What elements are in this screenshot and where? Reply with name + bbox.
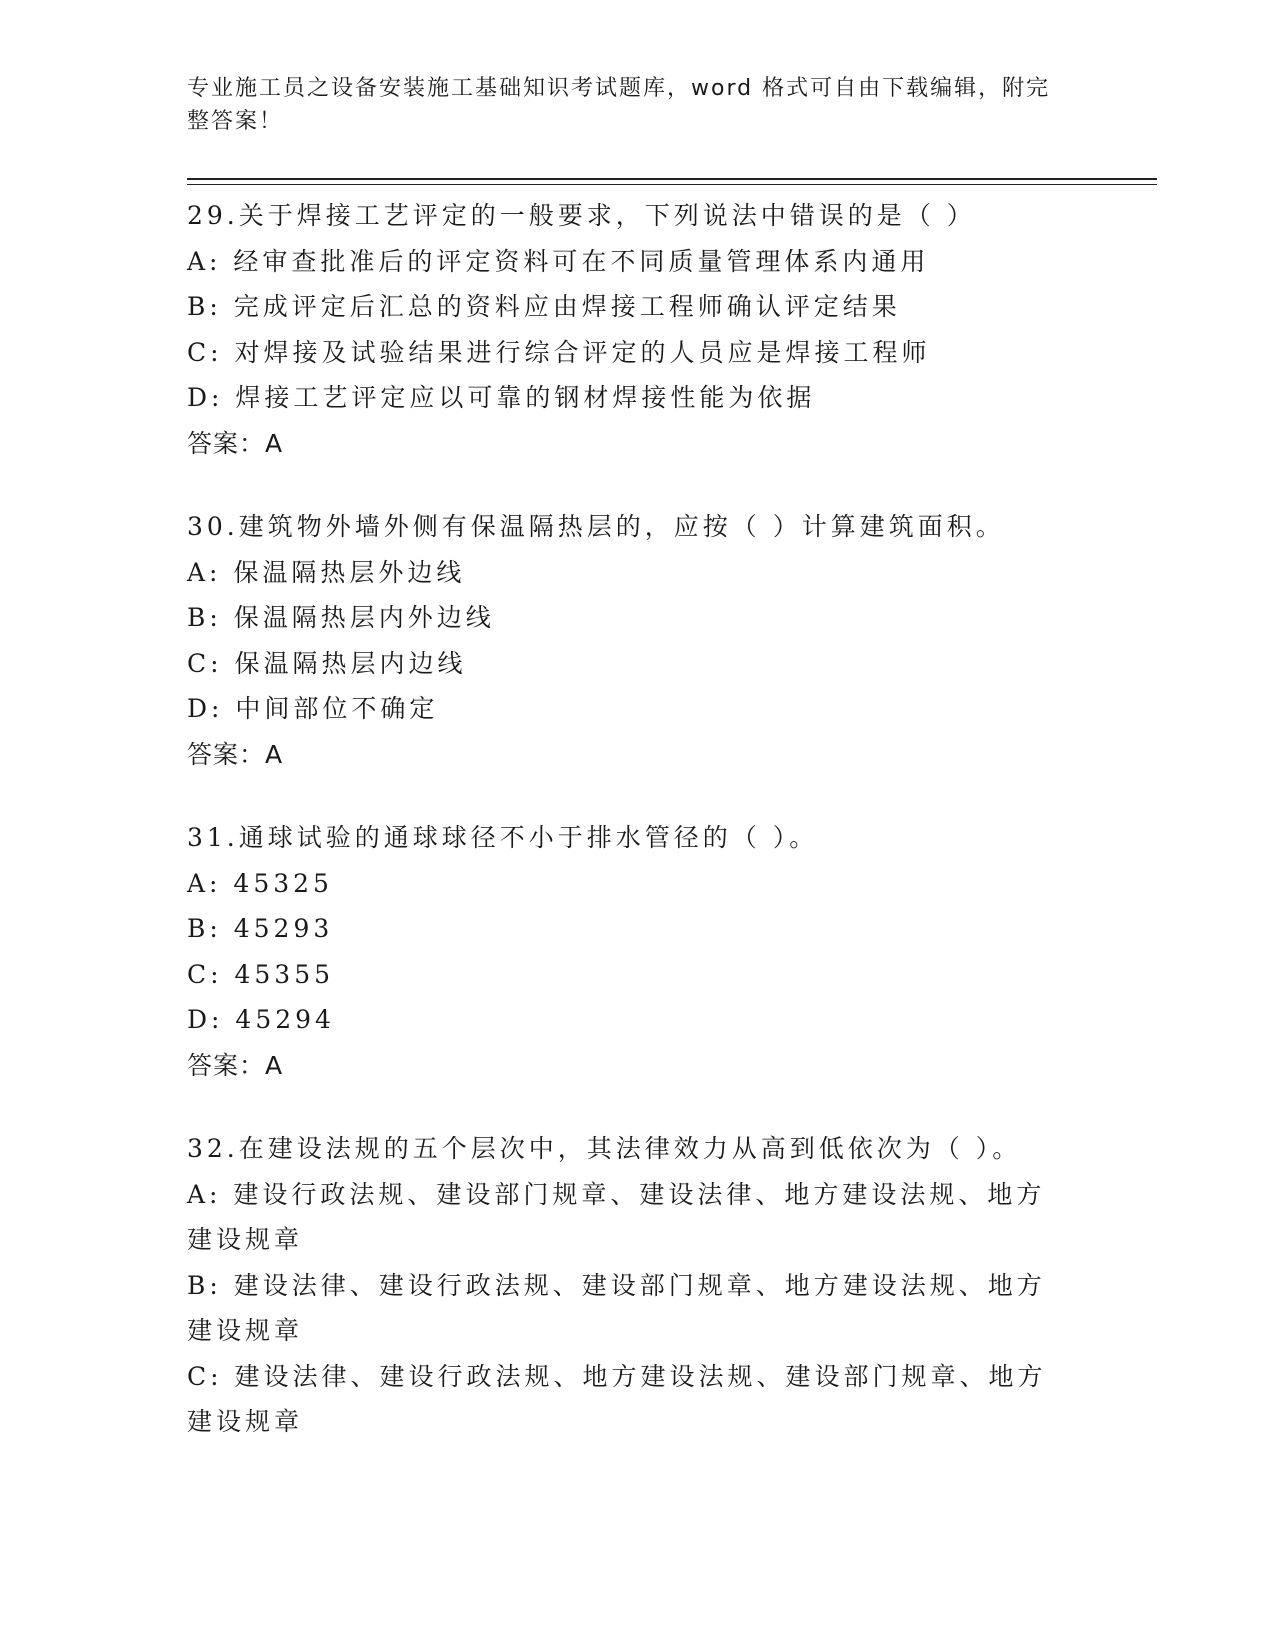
question-stem: 30.建筑物外墙外侧有保温隔热层的，应按（ ）计算建筑面积。 — [187, 512, 1005, 541]
option-b: B: 45293 — [187, 914, 334, 943]
question-32 — [187, 1126, 1157, 1445]
option-d: D: 45294 — [187, 1005, 335, 1034]
question-stem: 32.在建设法规的五个层次中，其法律效力从高到低依次为（ ）。 — [187, 1134, 1022, 1163]
option-b: B: 保温隔热层内外边线 — [187, 603, 495, 632]
question-29 — [187, 193, 1157, 466]
option-c: C: 保温隔热层内边线 — [187, 648, 467, 678]
header-divider — [187, 178, 1157, 185]
option-b: B: 完成评定后汇总的资料应由焊接工程师确认评定结果 — [187, 292, 901, 321]
option-c: C: 45355 — [187, 959, 335, 989]
document-header: 专业施工员之设备安装施工基础知识考试题库，word 格式可自由下载编辑，附完整答案！ — [187, 76, 1051, 134]
option-a: A: 45325 — [187, 868, 333, 898]
answer: 答案：A — [187, 428, 284, 458]
answer: 答案：A — [187, 739, 284, 769]
option-d: D: 中间部位不确定 — [187, 694, 439, 723]
option-b: B: 建设法律、建设行政法规、建设部门规章、地方建设法规、地方建设规章 — [187, 1270, 1046, 1345]
option-c: C: 建设法律、建设行政法规、地方建设法规、建设部门规章、地方建设规章 — [187, 1361, 1047, 1436]
option-a: A: 保温隔热层外边线 — [187, 557, 466, 587]
option-d: D: 焊接工艺评定应以可靠的钢材焊接性能为依据 — [187, 383, 816, 412]
answer: 答案：A — [187, 1050, 284, 1080]
option-c: C: 对焊接及试验结果进行综合评定的人员应是焊接工程师 — [187, 337, 931, 367]
question-stem: 29.关于焊接工艺评定的一般要求，下列说法中错误的是（ ） — [187, 201, 976, 230]
option-a: A: 建设行政法规、建设部门规章、建设法律、地方建设法规、地方建设规章 — [187, 1179, 1046, 1254]
option-a: A: 经审查批准后的评定资料可在不同质量管理体系内通用 — [187, 246, 930, 276]
document-page — [187, 72, 1157, 1483]
question-30 — [187, 504, 1157, 777]
question-list — [187, 193, 1157, 1445]
question-31 — [187, 815, 1157, 1088]
question-stem: 31.通球试验的通球球径不小于排水管径的（ ）。 — [187, 823, 819, 852]
